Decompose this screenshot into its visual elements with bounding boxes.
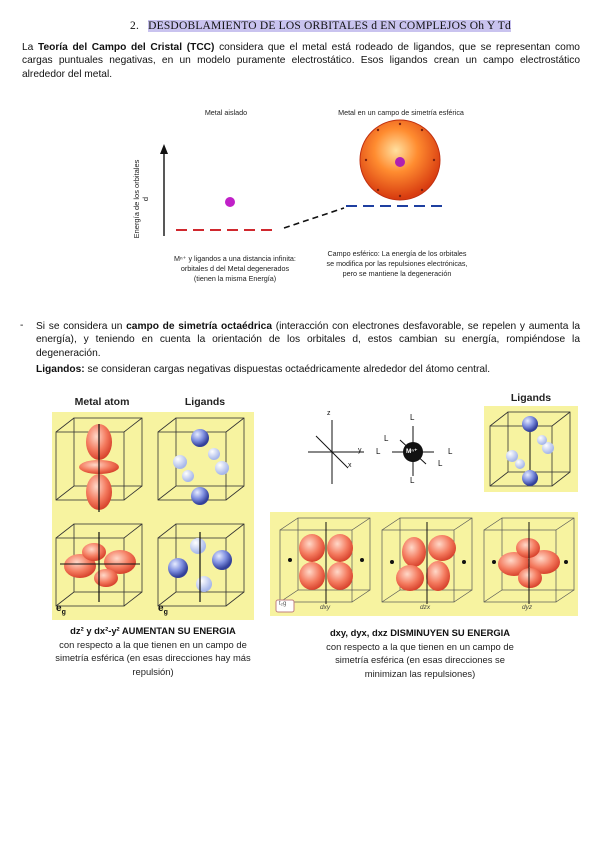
ligand-L-left: L [376, 447, 381, 456]
energy-diagram [126, 104, 496, 304]
energy-axis-arrowhead [160, 144, 168, 154]
ligands-line [36, 364, 580, 375]
intro-text-before: La [22, 42, 38, 53]
ligands-cube-graphic [484, 406, 578, 492]
t2g-caption-bold: dxy, dyx, dxz DISMINUYEN SU ENERGIA [329, 627, 511, 638]
ligand-L-front: L [438, 459, 443, 468]
t2g-caption-text: con respecto a la que tienen en un campo de simetría esférica (en esas direcciones se minimizan las repulsiones) [326, 640, 514, 679]
octahedral-text-after: (interacción con electrones desfavorable, se repelen y aumenta la energía), y teniendo en cuenta la orientación de los orbitales d, estos cambian su energía, rompiéndose la degeneración. [36, 321, 580, 359]
dyz-label: dyz [522, 604, 533, 611]
central-metal-label: Mⁿ⁺ [406, 448, 418, 455]
eg-caption-text: con respecto a la que tienen en un campo de simetría esférica (en esas direcciones hay más repulsión) [55, 638, 251, 677]
t2g-label: t₂g [279, 601, 287, 607]
energy-axis-label: Energía de los orbitales d [132, 159, 150, 239]
section-title: DESDOBLAMIENTO DE LOS ORBITALES d EN COMPLEJOS Oh Y Td [148, 20, 511, 32]
octahedral-bold: campo de simetría octaédrica [126, 321, 273, 332]
eg-caption [50, 624, 256, 678]
metal-atom-label: Metal atom [74, 396, 130, 408]
t2g-orbitals-graphic [270, 512, 578, 616]
energy-axis-label-wrap [130, 156, 152, 239]
eg-label-right: $e_g$ [158, 603, 168, 616]
ligands-cube-panel [484, 392, 578, 492]
ligand-L-back: L [384, 434, 389, 443]
ligand-L-top: L [410, 413, 415, 422]
label-isolated-metal: Metal aislado [204, 108, 248, 117]
sphere-metal-dot [395, 157, 405, 167]
caption-spherical: Campo esférico: La energía de los orbitales se modifica por las repulsiones electrónicas, pero se mantiene la degeneración [326, 249, 468, 278]
intro-text-after: considera que el metal está rodeado de ligandos, que se representan como cargas puntuales negativas, en un modelo puramente electrostático. Esos ligandos crean un campo electrostático alrededor del metal. [22, 42, 580, 80]
intro-paragraph [22, 41, 580, 81]
caption-isolated: Mⁿ⁺ y ligandos a una distancia infinita: orbitales d del Metal degenerados (tienen la misma Energía) [174, 254, 296, 283]
ligands-bold: Ligandos: [36, 364, 85, 375]
t2g-caption [320, 626, 520, 680]
eg-caption-bold: dz² y dx²-y² AUMENTAN SU ENERGIA [70, 625, 236, 636]
ligands-label: Ligands [184, 396, 226, 408]
axis-x-label: x [348, 462, 352, 469]
dzx-label: dzx [420, 604, 431, 611]
section-heading [130, 20, 511, 32]
octahedral-paragraph [36, 320, 580, 360]
ligand-L-bottom: L [410, 476, 415, 485]
octahedral-axes-graphic [300, 410, 470, 490]
intro-bold: Teoría del Campo del Cristal (TCC) [37, 42, 215, 53]
t2g-figure-panel [270, 512, 578, 616]
ligands-text: se consideran cargas negativas dispuestas octaédricamente alrededor del átomo central. [84, 364, 491, 375]
eg-orbitals-graphic [52, 412, 254, 620]
connector-line [284, 208, 344, 228]
label-spherical-field: Metal en un campo de simetría esférica [338, 108, 464, 117]
eg-figure-panel [52, 396, 254, 620]
ligands-label-right: Ligands [510, 392, 552, 404]
section-number: 2. [130, 20, 140, 32]
isolated-metal-dot [225, 197, 235, 207]
octahedral-text-before: Si se considera un [36, 321, 127, 332]
ligand-L-right: L [448, 447, 453, 456]
bullet-marker: - [20, 320, 24, 331]
dxy-label: dxy [320, 604, 331, 611]
axis-y-label: y [358, 447, 362, 454]
eg-label-left: $e_g$ [56, 603, 66, 616]
axis-z-label: z [327, 410, 331, 417]
